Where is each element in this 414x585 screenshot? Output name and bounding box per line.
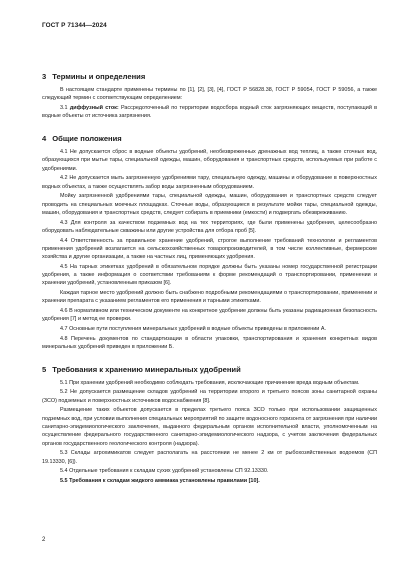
section-5-number: 5 [42, 364, 47, 374]
paragraph-5-3: 5.3 Склады агрохимикатов следует располагать на расстоянии не менее 2 км от рыбохозяйственных водоемов (СП 19.13330, [6]). [42, 450, 377, 465]
paragraph-5-5-number: 5.5 [60, 477, 68, 484]
section-5-heading [42, 365, 377, 374]
section-3-intro: В настоящем стандарте применены термины по [1], [2], [3], [4], ГОСТ Р 56828.38, ГОСТ Р 59054, ГОСТ Р 59056, а также следующий термин с соответствующим определением: [42, 87, 377, 102]
section-3-heading [42, 72, 377, 81]
paragraph-5-5 [42, 477, 377, 485]
paragraph-4-4: 4.4 Ответственность за правильное хранение удобрений, строгое выполнение требований технологии и регламентов применения удобрений возлагается на сельскохозяйственных товаропроизводителей, в том числе коллективные, фермерские хозяйства и другие организации, а также на частных лиц, применяющих удобрения. [42, 237, 377, 261]
paragraph-5-2-continued: Размещение таких объектов допускается в пределах третьего пояса ЗСО только при использовании защищенных подземных вод, при условии выполнения специальных мероприятий по защите водоносного горизонта от загрязнения при наличии санитарно-эпидемиологического заключения, выданного федеральным органом исполнительной власти, уполномоченным на осуществление федерального государственного санитарно-эпидемиологического надзора, с учетом заключения федеральных органов государственного геологического контроля (надзора). [42, 407, 377, 447]
paragraph-5-2: 5.2 Не допускается размещение складов удобрений на территории второго и третьего поясов зоны санитарной охраны (ЗСО) подземных и поверхностных источников водоснабжения [8]. [42, 389, 377, 404]
paragraph-5-1: 5.1 При хранении удобрений необходимо соблюдать требования, исключающие причинение вреда водным объектам. [60, 379, 360, 386]
section-5-title: Требования к хранению минеральных удобрений [52, 364, 241, 374]
paragraph-5-4: 5.4 Отдельные требования к складам сухих удобрений установлены СП 92.13330. [60, 468, 269, 475]
paragraph-4-8: 4.8 Перечень документов по стандартизации в области упаковки, транспортирования и хранения конкретных видов минеральных удобрений приведен в приложении Б. [42, 335, 377, 351]
paragraph-4-7: 4.7 Основные пути поступления минеральных удобрений в водные объекты приведены в приложении А. [60, 326, 326, 333]
paragraph-4-6: 4.6 В нормативном или техническом документе на конкретное удобрение должны быть указаны радиационная безопасность удобрения [7] и метод ее проверки. [42, 308, 377, 323]
section-4-number: 4 [42, 133, 47, 143]
term-3-1 [42, 104, 377, 121]
document-body [42, 72, 377, 487]
paragraph-5-5-text: Требования к складам жидкого аммиака установлены правилами [10]. [69, 477, 260, 484]
section-3-title: Термины и определения [52, 72, 146, 81]
page-number: 2 [42, 537, 46, 543]
paragraph-4-2: 4.2 Не допускается мыть загрязненную удобрениями тару, специальную одежду, машины и оборудование в поверхностных водных объектах, а также осуществлять забор воды загрязненным оборудованием. [42, 175, 377, 190]
section-4-heading [42, 134, 377, 143]
paragraph-4-5-continued: Каждая тарное место удобрений должно быть снабжено подробными рекомендациями о транспортировании, применении и хранении препарата с указанием регламентов его применения и тарными этикетками. [42, 290, 377, 305]
term-3-1-name: диффузный сток: [69, 104, 119, 111]
paragraph-4-3: 4.3 Для контроля за качеством подземных вод на тех территориях, где были применены удобрения, целесообразно оборудовать наблюдательные скважины или другие устройства для отбора проб [5]. [42, 219, 377, 234]
section-4-title: Общие положения [52, 133, 122, 143]
section-3-number: 3 [42, 72, 47, 81]
document-header: ГОСТ Р 71344—2024 [42, 22, 107, 29]
term-3-1-number: 3.1 [60, 104, 68, 111]
paragraph-4-1: 4.1 Не допускается сброс в водные объекты удобрений, необезвреженных дренажных вод теплиц, а также сточных вод, образующихся при мытье тары, специальной одежды, машин, оборудования и транспортных средств, используемых при работе с удобрениями. [42, 148, 377, 172]
term-3-1-definition: Рассредоточенный по территории водосбора водный сток загрязняющих веществ, поступающий в водные объекты от источника загрязнения. [42, 104, 377, 120]
paragraph-4-2-continued: Мойку загрязненной удобрениями тары, специальной одежды, машин, оборудования и транспортных средств следует проводить на специальных моечных площадках. Сточные воды, образующиеся в результате мойки тары, специальной одежды, машин, оборудования и транспортных средств, следует собирать в приемники (емкости) и подвергать обезвреживанию. [42, 193, 377, 216]
paragraph-4-5: 4.5 На тарных этикетках удобрений в обязательном порядке должны быть указаны номер государственной регистрации удобрения, а также информация о соответствии требованиям к форме рекомендаций о транспортировании, применении и хранении удобрений, установленным приказом [6]. [42, 263, 377, 287]
